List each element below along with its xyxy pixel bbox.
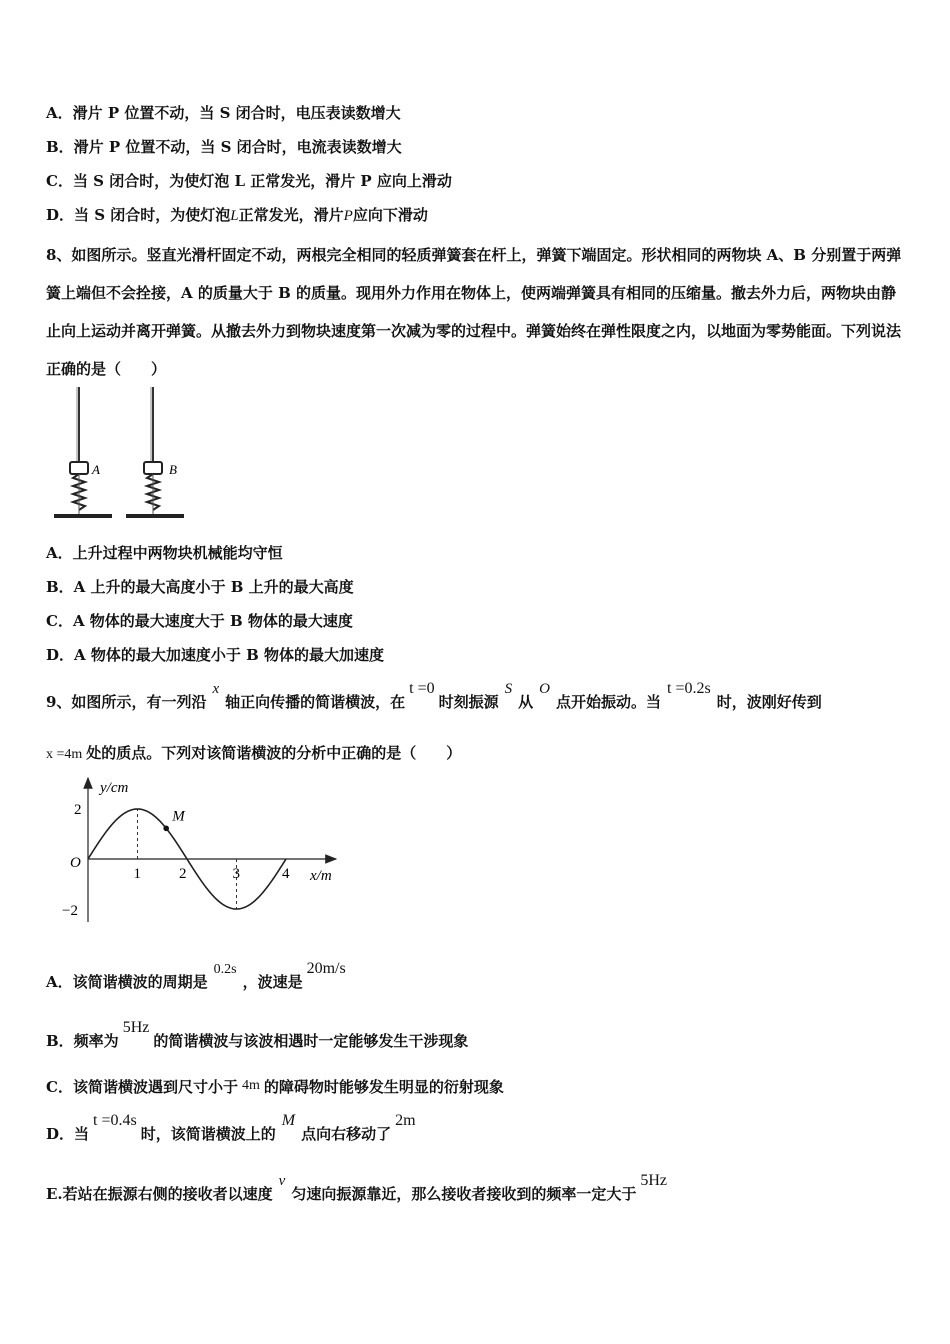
q9-x4: x =4m	[46, 747, 83, 762]
y-tick-neg: −2	[62, 903, 78, 919]
q9-o-var: O	[539, 681, 550, 697]
y-axis-label: y/cm	[100, 780, 129, 796]
q8-label-b: B	[169, 462, 177, 477]
q7-option-a: A．滑片 P 位置不动，当 S 闭合时，电压表读数增大	[46, 104, 401, 122]
q9-text-5: 点开始振动。当	[555, 693, 661, 711]
q9-text-4: 从	[518, 693, 534, 711]
x-tick-4: 4	[282, 866, 290, 882]
q9-option-a-speed: 20m/s	[306, 960, 346, 977]
q9-option-e-text2: 匀速向振源靠近，那么接收者接收到的频率一定大于	[291, 1185, 637, 1203]
q9-option-a-text2: ，波速是	[242, 973, 303, 991]
q9-option-c-text1: C．该简谐横波遇到尺寸小于	[46, 1078, 238, 1096]
q9-text-7: 处的质点。下列对该简谐横波的分析中正确的是（ ）	[86, 744, 462, 762]
q9-option-d-distance: 2m	[395, 1112, 416, 1129]
q9-text-6: 时，波刚好传到	[716, 693, 822, 711]
q9-option-d-m: M	[281, 1112, 296, 1129]
q9-option-b-text2: 的简谐横波与该波相遇时一定能够发生干涉现象	[153, 1032, 469, 1050]
q9-option-b-text1: B．频率为	[46, 1032, 119, 1050]
point-m-label: M	[172, 808, 185, 825]
q9-option-c	[46, 1077, 504, 1099]
q8-option-b: B．A 上升的最大高度小于 B 上升的最大高度	[46, 578, 354, 596]
x-axis-label: x/m	[310, 868, 332, 884]
q9-option-d-time: t =0.4s	[93, 1112, 137, 1129]
q9-stem-line2	[46, 743, 461, 765]
q7-option-b: B．滑片 P 位置不动，当 S 闭合时，电流表读数增大	[46, 138, 402, 156]
q8-stem: 8、如图所示。竖直光滑杆固定不动，两根完全相同的轻质弹簧套在杆上，弹簧下端固定。形状相同的两物块 A、B 分别置于两弹簧上端但不会拴接，A 的质量大于 B 的质量。现用外力作用在物体上，使两端弹簧具有相同的压缩量。撤去外力后，两物块由静止向上运动并离开弹簧。从撤去外力到物块速度第一次减为零的过程中。弹簧始终在弹性限度之内，以地面为零势能面。下列说法正确的是（ ）	[46, 246, 902, 378]
q9-option-b-freq: 5Hz	[122, 1019, 150, 1036]
x-tick-1: 1	[133, 866, 141, 882]
q8-option-a: A．上升过程中两物块机械能均守恒	[46, 544, 283, 562]
q7-option-d-slider: P	[343, 208, 353, 224]
q7-option-d-mid: 正常发光，滑片	[238, 206, 344, 224]
q9-option-d-text3: 点向右移动了	[301, 1125, 392, 1143]
q7-option-d-suffix: 应向下滑动	[352, 206, 428, 224]
q9-t1: t =0.2s	[667, 680, 711, 697]
q9-option-c-size: 4m	[241, 1078, 260, 1093]
q9-option-a-period: 0.2s	[213, 962, 237, 977]
q9-t0: t =0	[409, 680, 435, 697]
x-tick-2: 2	[179, 866, 187, 882]
q9-text-3: 时刻振源	[438, 693, 499, 711]
q9-option-d	[46, 1112, 420, 1145]
q9-x-var: x	[212, 681, 220, 697]
x-tick-3: 3	[232, 866, 240, 882]
q7-option-d-lamp: L	[230, 208, 239, 224]
origin-label: O	[70, 855, 81, 871]
q8-option-c: C．A 物体的最大速度大于 B 物体的最大速度	[46, 612, 353, 630]
q7-option-d	[46, 205, 428, 226]
q9-option-e-v: v	[278, 1173, 286, 1189]
q8-rod-a	[54, 387, 112, 516]
point-m-marker	[163, 826, 169, 832]
q9-option-c-text2: 的障碍物时能够发生明显的衍射现象	[263, 1078, 504, 1096]
q8-spring-figure	[46, 382, 196, 524]
q9-option-e-freq: 5Hz	[640, 1172, 668, 1189]
q9-text-1: 9、如图所示，有一列沿	[46, 693, 207, 711]
q8-option-d: D．A 物体的最大加速度小于 B 物体的最大加速度	[46, 646, 384, 664]
q9-option-a	[46, 960, 350, 994]
q9-option-a-text1: A．该简谐横波的周期是	[46, 973, 208, 991]
q7-option-d-prefix: D．当 S 闭合时，为使灯泡	[46, 206, 231, 224]
q9-s-var: S	[504, 681, 513, 697]
q9-option-e	[46, 1172, 671, 1205]
q9-text-2: 轴正向传播的简谐横波，在	[225, 693, 406, 711]
q7-option-c: C．当 S 闭合时，为使灯泡 L 正常发光，滑片 P 应向上滑动	[46, 172, 452, 190]
q8-rod-b	[126, 387, 184, 516]
q9-option-d-text1: D．当	[46, 1125, 90, 1143]
q9-wave-graph	[60, 772, 350, 937]
q9-option-d-text2: 时，该简谐横波上的	[140, 1125, 276, 1143]
q8-label-a: A	[92, 462, 100, 477]
q9-option-e-text1: E.若站在振源右侧的接收者以速度	[46, 1185, 273, 1203]
q9-option-b	[46, 1019, 469, 1052]
y-tick-pos: 2	[74, 802, 82, 818]
q9-stem-line1	[46, 680, 822, 713]
